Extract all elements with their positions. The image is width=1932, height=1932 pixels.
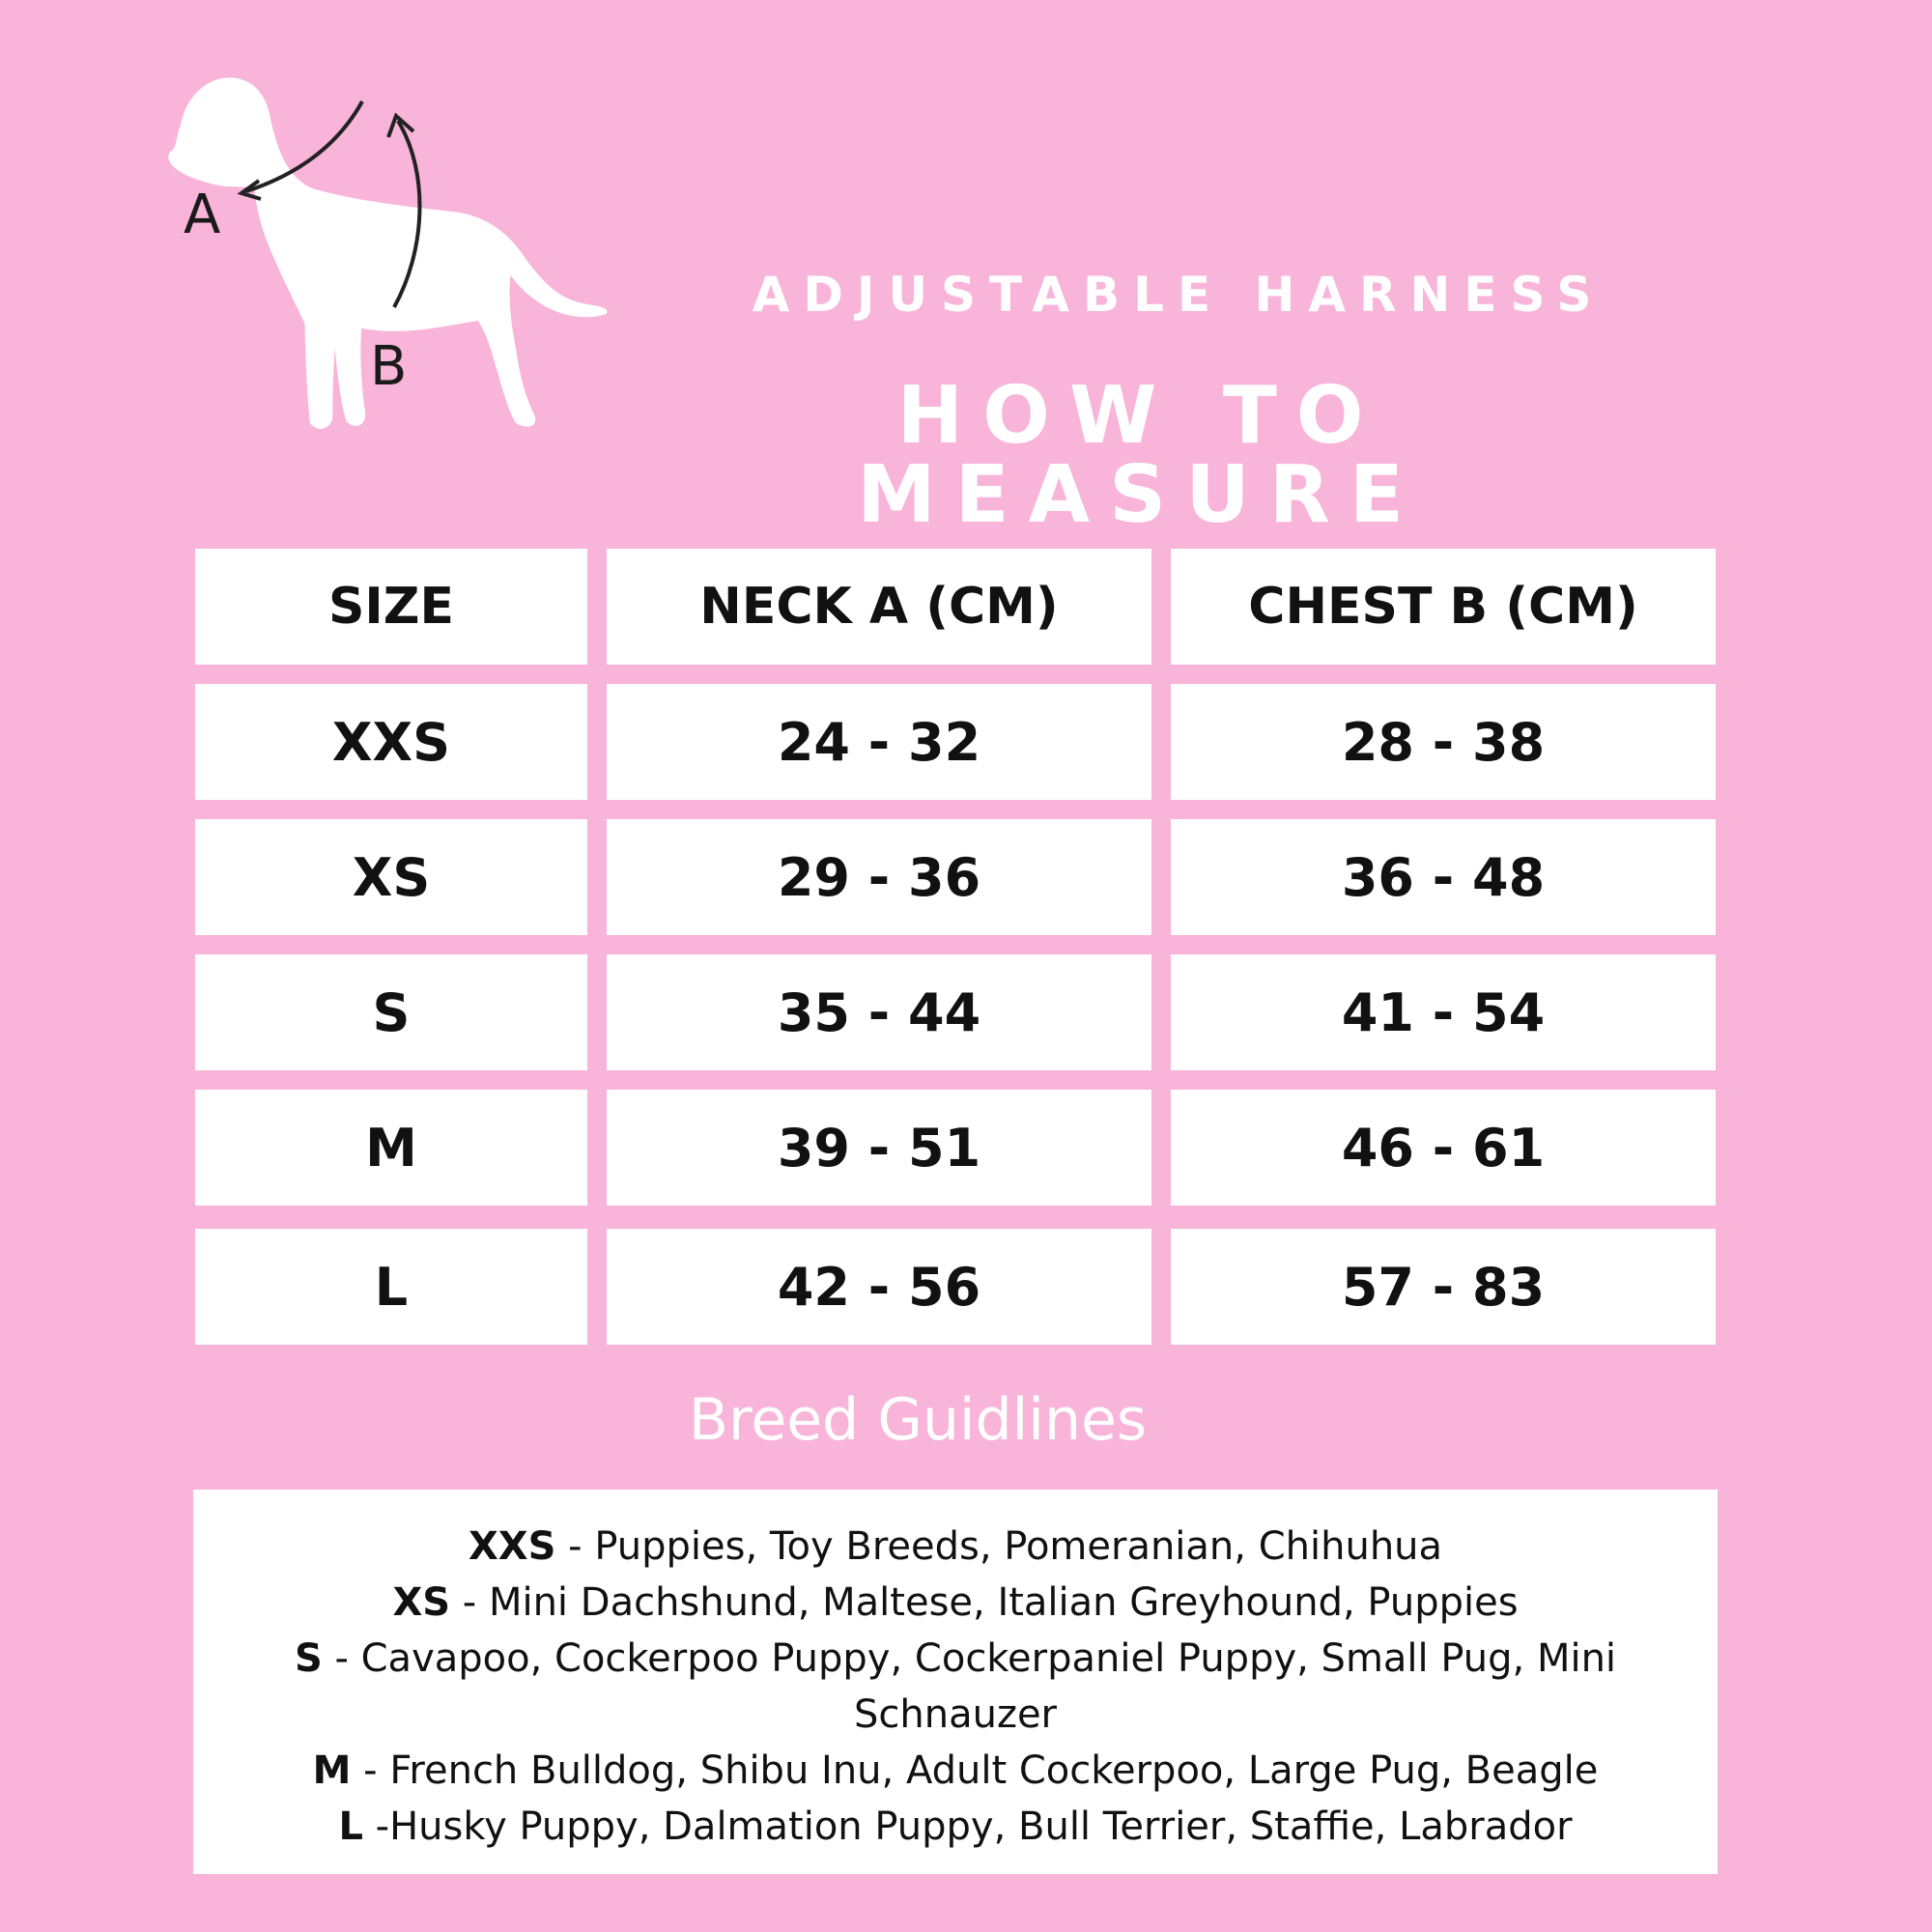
row-chest: 46 - 61 bbox=[1171, 1090, 1716, 1206]
row-size: XS bbox=[195, 819, 587, 935]
subtitle: ADJUSTABLE HARNESS bbox=[752, 267, 1605, 323]
row-chest: 28 - 38 bbox=[1171, 684, 1716, 800]
guideline-line bbox=[232, 1631, 1679, 1743]
guideline-size: L bbox=[338, 1804, 363, 1849]
header-neck: NECK A (CM) bbox=[607, 549, 1151, 665]
guideline-line bbox=[232, 1743, 1679, 1799]
guideline-line bbox=[232, 1519, 1679, 1575]
row-size: M bbox=[195, 1090, 587, 1206]
guidelines-title: Breed Guidlines bbox=[688, 1386, 1148, 1454]
guideline-text: - Mini Dachshund, Maltese, Italian Greyhound, Puppies bbox=[450, 1580, 1519, 1625]
guideline-size: XS bbox=[392, 1580, 451, 1625]
row-neck: 42 - 56 bbox=[607, 1229, 1151, 1345]
row-size: XXS bbox=[195, 684, 587, 800]
guideline-line bbox=[232, 1799, 1679, 1855]
guideline-text: - Cavapoo, Cockerpoo Puppy, Cockerpaniel Puppy, Small Pug, Mini Schnauzer bbox=[322, 1636, 1617, 1737]
row-neck: 35 - 44 bbox=[607, 954, 1151, 1070]
row-neck: 29 - 36 bbox=[607, 819, 1151, 935]
row-chest: 57 - 83 bbox=[1171, 1229, 1716, 1345]
header-chest: CHEST B (CM) bbox=[1171, 549, 1716, 665]
row-size: S bbox=[195, 954, 587, 1070]
row-neck: 24 - 32 bbox=[607, 684, 1151, 800]
guideline-size: M bbox=[312, 1748, 352, 1793]
guideline-text: -Husky Puppy, Dalmation Puppy, Bull Terrier, Staffie, Labrador bbox=[362, 1804, 1573, 1849]
row-chest: 41 - 54 bbox=[1171, 954, 1716, 1070]
label-a: A bbox=[184, 184, 221, 246]
row-size: L bbox=[195, 1229, 587, 1345]
guideline-size: XXS bbox=[468, 1524, 556, 1569]
label-b: B bbox=[370, 335, 408, 398]
guideline-text: - French Bulldog, Shibu Inu, Adult Cockerpoo, Large Pug, Beagle bbox=[351, 1748, 1599, 1793]
guideline-line bbox=[232, 1575, 1679, 1631]
guideline-size: S bbox=[294, 1636, 323, 1681]
guidelines-panel bbox=[193, 1490, 1718, 1874]
guideline-text: - Puppies, Toy Breeds, Pomeranian, Chihuhua bbox=[555, 1524, 1443, 1569]
row-chest: 36 - 48 bbox=[1171, 819, 1716, 935]
header-size: SIZE bbox=[195, 549, 587, 665]
page-title: HOW TO MEASURE bbox=[857, 370, 1423, 541]
dog-silhouette-icon bbox=[145, 68, 686, 435]
row-neck: 39 - 51 bbox=[607, 1090, 1151, 1206]
